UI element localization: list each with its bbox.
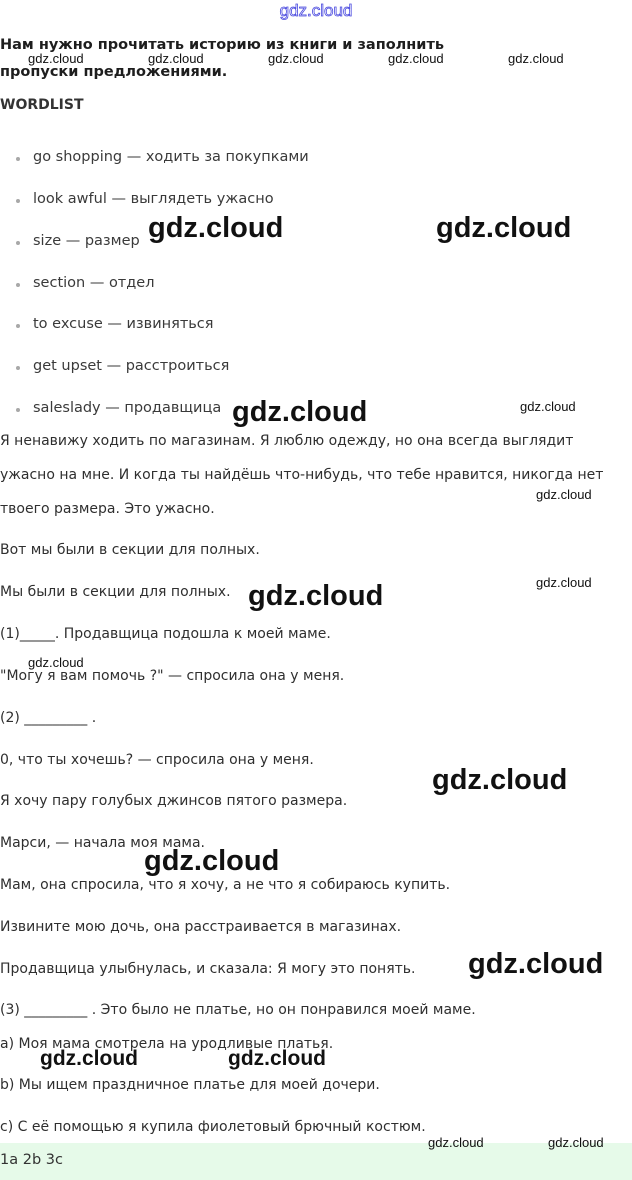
watermark: gdz.cloud <box>148 51 204 66</box>
gap-line-3: (3) _________ . Это было не платье, но он понравился моей маме. <box>0 1002 476 1018</box>
gap-line-2: (2) _________ . <box>0 710 97 726</box>
watermark: gdz.cloud <box>232 396 368 428</box>
watermark: gdz.cloud <box>520 399 576 414</box>
story-line: Я хочу пару голубых джинсов пятого размера. <box>0 793 348 809</box>
bullet-icon <box>16 157 20 161</box>
watermark: gdz.cloud <box>388 51 444 66</box>
answer-box <box>0 1143 632 1180</box>
wordlist-heading: WORDLIST <box>0 97 84 113</box>
story-line: Мы были в секции для полных. <box>0 584 231 600</box>
story-line: Марси, — начала моя мама. <box>0 835 205 851</box>
bullet-icon <box>16 283 20 287</box>
site-logo[interactable]: gdz.cloud <box>279 1 353 20</box>
option-a: a) Моя мама смотрела на уродливые платья. <box>0 1036 334 1052</box>
watermark: gdz.cloud <box>508 51 564 66</box>
answer-text: 1a 2b 3c <box>0 1152 63 1168</box>
bullet-icon <box>16 366 20 370</box>
story-line: Вот мы были в секции для полных. <box>0 542 260 558</box>
option-b: b) Мы ищем праздничное платье для моей дочери. <box>0 1077 380 1093</box>
bullet-icon <box>16 199 20 203</box>
option-c: c) С её помощью я купила фиолетовый брючный костюм. <box>0 1119 426 1135</box>
story-line: Я ненавижу ходить по магазинам. Я люблю одежду, но она всегда выглядит <box>0 433 574 449</box>
story-line: Извините мою дочь, она расстраивается в магазинах. <box>0 919 402 935</box>
watermark: gdz.cloud <box>228 1047 326 1070</box>
watermark: gdz.cloud <box>468 948 604 980</box>
story-line: "Могу я вам помочь ?" — спросила она у меня. <box>0 668 345 684</box>
bullet-icon <box>16 408 20 412</box>
watermark: gdz.cloud <box>28 51 84 66</box>
story-line: Продавщица улыбнулась, и сказала: Я могу это понять. <box>0 961 416 977</box>
task-instruction: Нам нужно прочитать историю из книги и заполнить пропуски предложениями. <box>0 37 445 80</box>
watermark: gdz.cloud <box>428 1135 484 1150</box>
watermark: gdz.cloud <box>248 580 384 612</box>
watermark: gdz.cloud <box>536 575 592 590</box>
story-line: 0, что ты хочешь? — спросила она у меня. <box>0 752 314 768</box>
watermark: gdz.cloud <box>268 51 324 66</box>
watermark: gdz.cloud <box>536 487 592 502</box>
story-line: твоего размера. Это ужасно. <box>0 501 215 517</box>
story-line: ужасно на мне. И когда ты найдёшь что-нибудь, что тебе нравится, никогда нет <box>0 467 604 483</box>
gap-line-1: (1)_____. Продавщица подошла к моей маме. <box>0 626 331 642</box>
watermark: gdz.cloud <box>436 212 572 244</box>
watermark: gdz.cloud <box>432 764 568 796</box>
watermark: gdz.cloud <box>28 655 84 670</box>
watermark: gdz.cloud <box>548 1135 604 1150</box>
watermark: gdz.cloud <box>144 845 280 877</box>
bullet-icon <box>16 241 20 245</box>
story-line: Мам, она спросила, что я хочу, а не что я собираюсь купить. <box>0 877 451 893</box>
watermark: gdz.cloud <box>148 212 284 244</box>
bullet-icon <box>16 324 20 328</box>
watermark: gdz.cloud <box>40 1047 138 1070</box>
